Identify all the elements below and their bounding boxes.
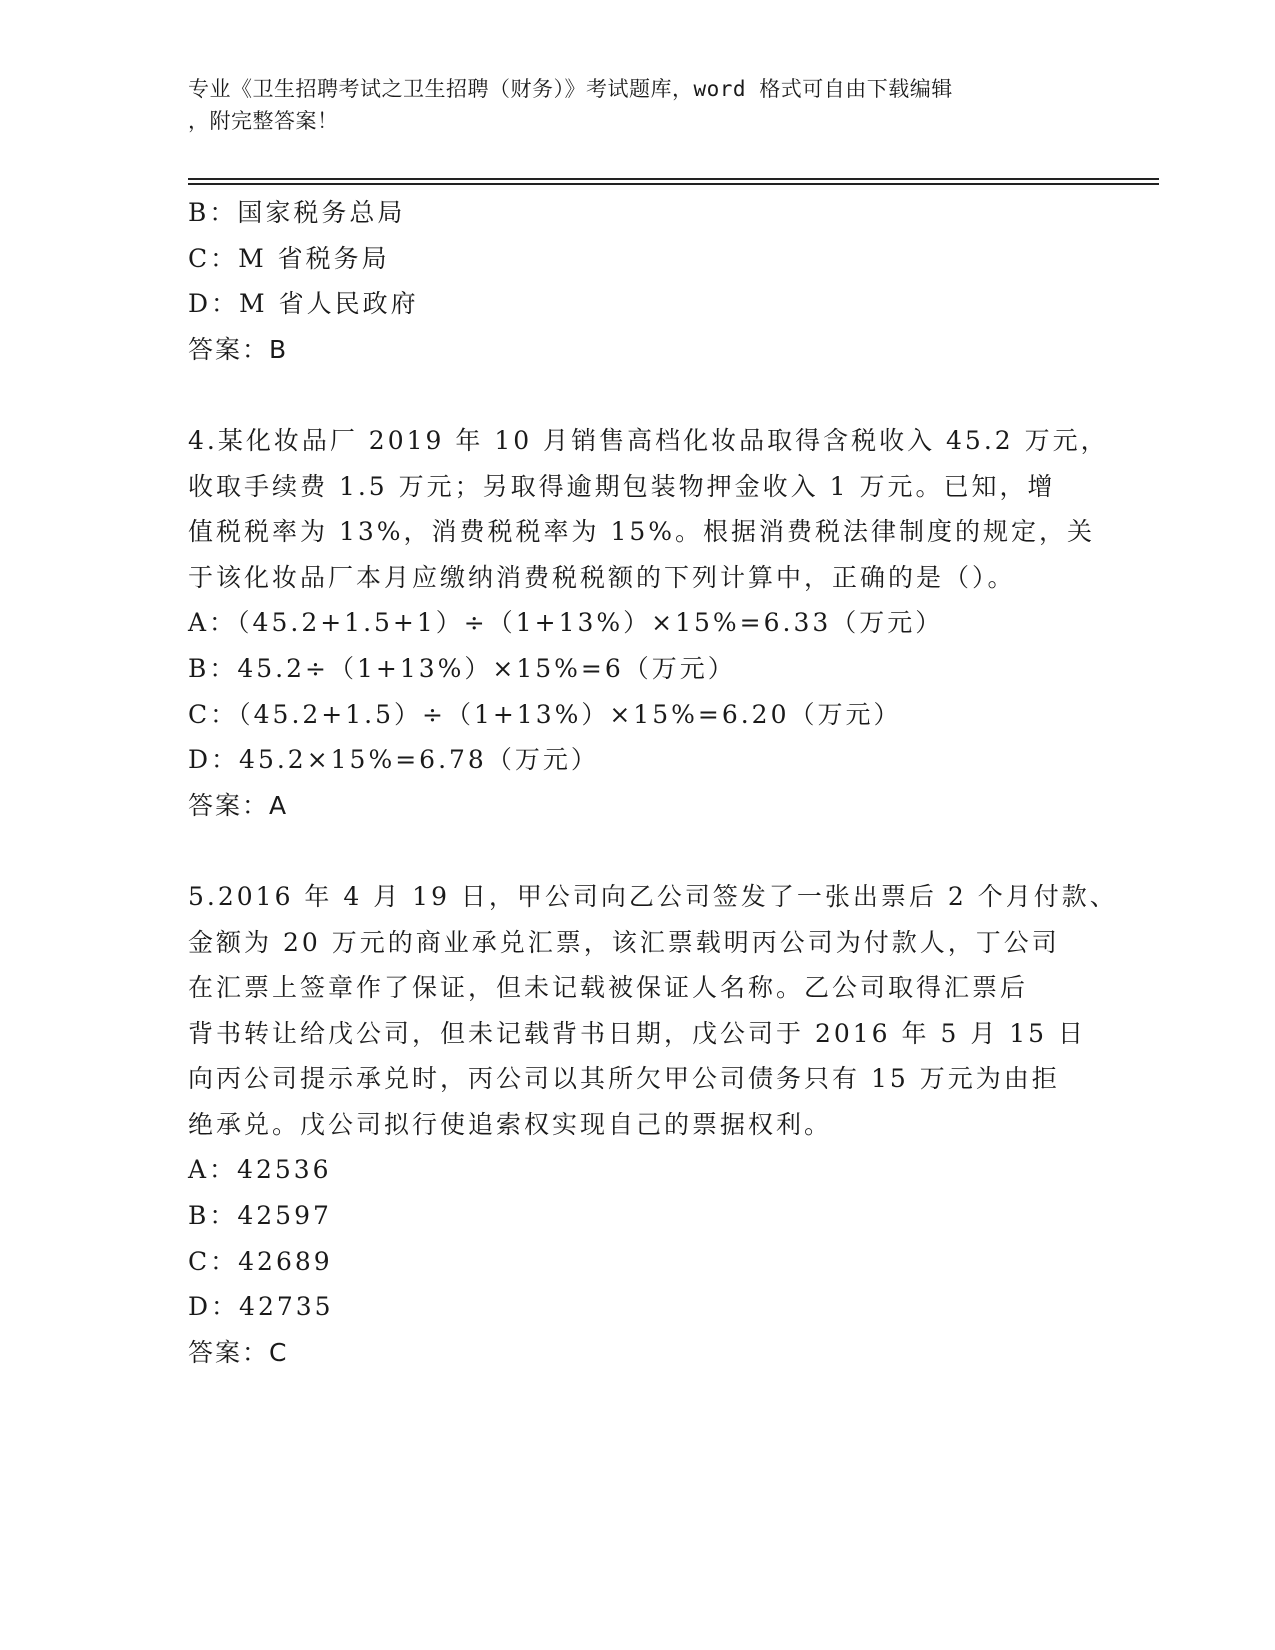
document-header	[188, 73, 1088, 137]
option-b: B：42597	[188, 1201, 332, 1231]
header-line-2: ，附完整答案！	[188, 109, 339, 133]
answer-line: 答案：B	[188, 334, 289, 364]
question-stem-line: 4.某化妆品厂 2019 年 10 月销售高档化妆品取得含税收入 45.2 万元，	[188, 425, 1109, 455]
question-5	[188, 874, 1118, 1376]
header-divider-bottom	[188, 183, 1159, 185]
question-stem-line: 5.2016 年 4 月 19 日，甲公司向乙公司签发了一张出票后 2 个月付款、	[188, 881, 1118, 911]
option-d: D：42735	[188, 1292, 334, 1322]
option-b: B：45.2÷（1+13%）×15%=6（万元）	[188, 653, 736, 683]
question-stem-line: 背书转让给戊公司，但未记载背书日期，戊公司于 2016 年 5 月 15 日	[188, 1018, 1087, 1048]
question-content	[188, 190, 1118, 1375]
option-b: B：国家税务总局	[188, 198, 406, 227]
question-stem-line: 收取手续费 1.5 万元；另取得逾期包装物押金收入 1 万元。已知，增	[188, 471, 1056, 501]
question-stem-line: 于该化妆品厂本月应缴纳消费税税额的下列计算中，正确的是（）。	[188, 562, 1016, 592]
option-c: C：M 省税务局	[188, 243, 390, 273]
header-line-1: 专业《卫生招聘考试之卫生招聘（财务）》考试题库，word 格式可自由下载编辑	[188, 77, 953, 101]
option-a: A：42536	[188, 1155, 332, 1185]
question-3	[188, 190, 1088, 372]
answer-line: 答案：C	[188, 1337, 289, 1367]
question-4	[188, 418, 1109, 828]
question-stem-line: 向丙公司提示承兑时，丙公司以其所欠甲公司债务只有 15 万元为由拒	[188, 1064, 1060, 1094]
option-c: C：42689	[188, 1246, 333, 1276]
question-stem-line: 在汇票上签章作了保证，但未记载被保证人名称。乙公司取得汇票后	[188, 973, 1029, 1003]
option-c: C：（45.2+1.5）÷（1+13%）×15%=6.20（万元）	[188, 699, 902, 729]
header-divider-top	[188, 178, 1159, 180]
answer-line: 答案：A	[188, 790, 289, 820]
question-stem-line: 值税税率为 13%，消费税税率为 15%。根据消费税法律制度的规定，关	[188, 517, 1096, 547]
option-d: D：45.2×15%=6.78（万元）	[188, 745, 599, 775]
question-stem-line: 金额为 20 万元的商业承兑汇票，该汇票载明丙公司为付款人，丁公司	[188, 927, 1060, 957]
option-d: D：M 省人民政府	[188, 289, 419, 319]
option-a: A：（45.2+1.5+1）÷（1+13%）×15%=6.33（万元）	[188, 608, 944, 638]
question-stem-line: 绝承兑。戊公司拟行使追索权实现自己的票据权利。	[188, 1109, 833, 1139]
